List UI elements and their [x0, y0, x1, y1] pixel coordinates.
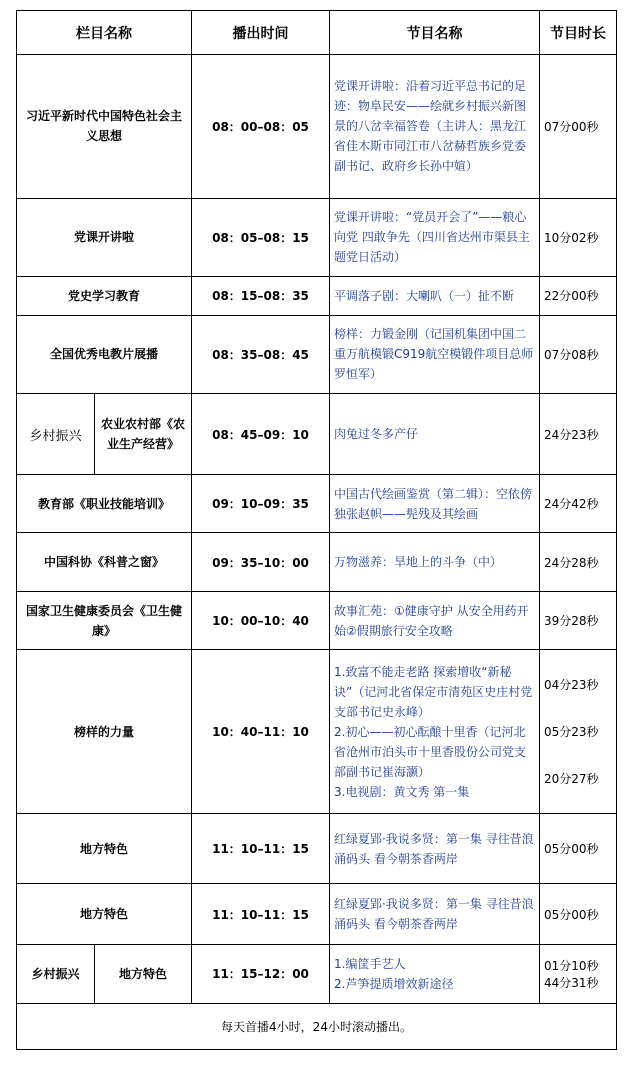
duration-item: 05分23秒 — [544, 725, 599, 740]
table-row — [17, 315, 617, 394]
table-row — [17, 533, 617, 592]
row-time: 08：45–09：10 — [192, 394, 330, 475]
schedule-table — [16, 10, 617, 1050]
row-program-list — [330, 945, 540, 1004]
row-duration: 39分28秒 — [540, 591, 617, 650]
row-program: 榜样：力锻金刚（记国机集团中国二重万航模锻C919航空模锻件项目总师罗恒军） — [330, 315, 540, 394]
row-duration: 05分00秒 — [540, 813, 617, 884]
row-time: 11：10–11：15 — [192, 813, 330, 884]
row-column-main: 乡村振兴 — [17, 394, 95, 475]
header-time: 播出时间 — [192, 11, 330, 55]
row-column-name: 榜样的力量 — [17, 650, 192, 813]
table-row — [17, 884, 617, 945]
header-duration: 节目时长 — [540, 11, 617, 55]
row-column-name: 教育部《职业技能培训》 — [17, 474, 192, 533]
row-column-sub: 地方特色 — [95, 945, 192, 1004]
program-item: 1.致富不能走老路 探索增收“新秘诀”（记河北省保定市清苑区史庄村党支部书记史永峰） — [334, 664, 533, 719]
row-program: 故事汇苑：①健康守护 从安全用药开始②假期旅行安全攻略 — [330, 591, 540, 650]
row-column-main: 乡村振兴 — [17, 945, 95, 1004]
row-column-name: 党史学习教育 — [17, 277, 192, 315]
footer-row — [17, 1003, 617, 1050]
row-time: 09：35–10：00 — [192, 533, 330, 592]
footer-note: 每天首播4小时，24小时滚动播出。 — [17, 1003, 617, 1050]
table-row — [17, 55, 617, 198]
row-duration: 22分00秒 — [540, 277, 617, 315]
row-time: 10：00–10：40 — [192, 591, 330, 650]
table-row — [17, 591, 617, 650]
row-program: 红绿夏郢·我说多贤：第一集 寻往昔浪涌码头 看今朝茶香两岸 — [330, 813, 540, 884]
header-column: 栏目名称 — [17, 11, 192, 55]
row-duration-list — [540, 945, 617, 1004]
row-duration: 07分08秒 — [540, 315, 617, 394]
table-row — [17, 813, 617, 884]
row-column-name: 国家卫生健康委员会《卫生健康》 — [17, 591, 192, 650]
program-item: 2.芦笋提质增效新途径 — [334, 976, 454, 991]
row-time: 08：35–08：45 — [192, 315, 330, 394]
row-column-name: 全国优秀电教片展播 — [17, 315, 192, 394]
duration-item: 44分31秒 — [544, 975, 599, 990]
row-duration: 05分00秒 — [540, 884, 617, 945]
row-duration: 10分02秒 — [540, 198, 617, 277]
row-program: 党课开讲啦：“党员开会了”——粮心向党 四敢争先（四川省达州市渠县主题党日活动） — [330, 198, 540, 277]
row-program: 中国古代绘画鉴赏（第二辑）：空依傍 独张赵帜——髡残及其绘画 — [330, 474, 540, 533]
row-column-name: 中国科协《科普之窗》 — [17, 533, 192, 592]
row-time: 08：05–08：15 — [192, 198, 330, 277]
row-program: 肉兔过冬多产仔 — [330, 394, 540, 475]
table-row — [17, 277, 617, 315]
row-column-name: 地方特色 — [17, 813, 192, 884]
duration-item: 01分10秒 — [544, 958, 599, 973]
header-program: 节目名称 — [330, 11, 540, 55]
row-duration: 24分28秒 — [540, 533, 617, 592]
program-item: 1.编筐手艺人 — [334, 956, 406, 971]
table-row — [17, 474, 617, 533]
row-duration: 07分00秒 — [540, 55, 617, 198]
row-column-name: 习近平新时代中国特色社会主义思想 — [17, 55, 192, 198]
row-duration: 24分23秒 — [540, 394, 617, 475]
duration-item: 20分27秒 — [544, 772, 599, 787]
header-row — [17, 11, 617, 55]
row-column-sub: 农业农村部《农业生产经营》 — [95, 394, 192, 475]
program-item: 2.初心——初心酝酿十里香（记河北省沧州市泊头市十里香股份公司党支部副书记崔海灏） — [334, 724, 527, 779]
row-time: 09：10–09：35 — [192, 474, 330, 533]
row-time: 11：15–12：00 — [192, 945, 330, 1004]
row-program: 平调落子剧：大喇叭（一）扯不断 — [330, 277, 540, 315]
row-program: 红绿夏郢·我说多贤：第一集 寻往昔浪涌码头 看今朝茶香两岸 — [330, 884, 540, 945]
row-duration-list — [540, 650, 617, 813]
row-column-name: 党课开讲啦 — [17, 198, 192, 277]
table-row — [17, 394, 617, 475]
row-program: 党课开讲啦：沿着习近平总书记的足迹：物阜民安——绘就乡村振兴新图景的八岔幸福答卷（主讲人：黑龙江省佳木斯市同江市八岔赫哲族乡党委副书记、政府乡长孙中媗） — [330, 55, 540, 198]
table-row — [17, 650, 617, 813]
row-column-name: 地方特色 — [17, 884, 192, 945]
duration-item: 04分23秒 — [544, 678, 599, 693]
table-row — [17, 945, 617, 1004]
row-program-list — [330, 650, 540, 813]
table-row — [17, 198, 617, 277]
row-time: 11：10–11：15 — [192, 884, 330, 945]
row-time: 10：40–11：10 — [192, 650, 330, 813]
program-item: 3.电视剧：黄文秀 第一集 — [334, 784, 470, 799]
row-duration: 24分42秒 — [540, 474, 617, 533]
row-time: 08：00–08：05 — [192, 55, 330, 198]
row-time: 08：15–08：35 — [192, 277, 330, 315]
row-program: 万物滋养：旱地上的斗争（中） — [330, 533, 540, 592]
